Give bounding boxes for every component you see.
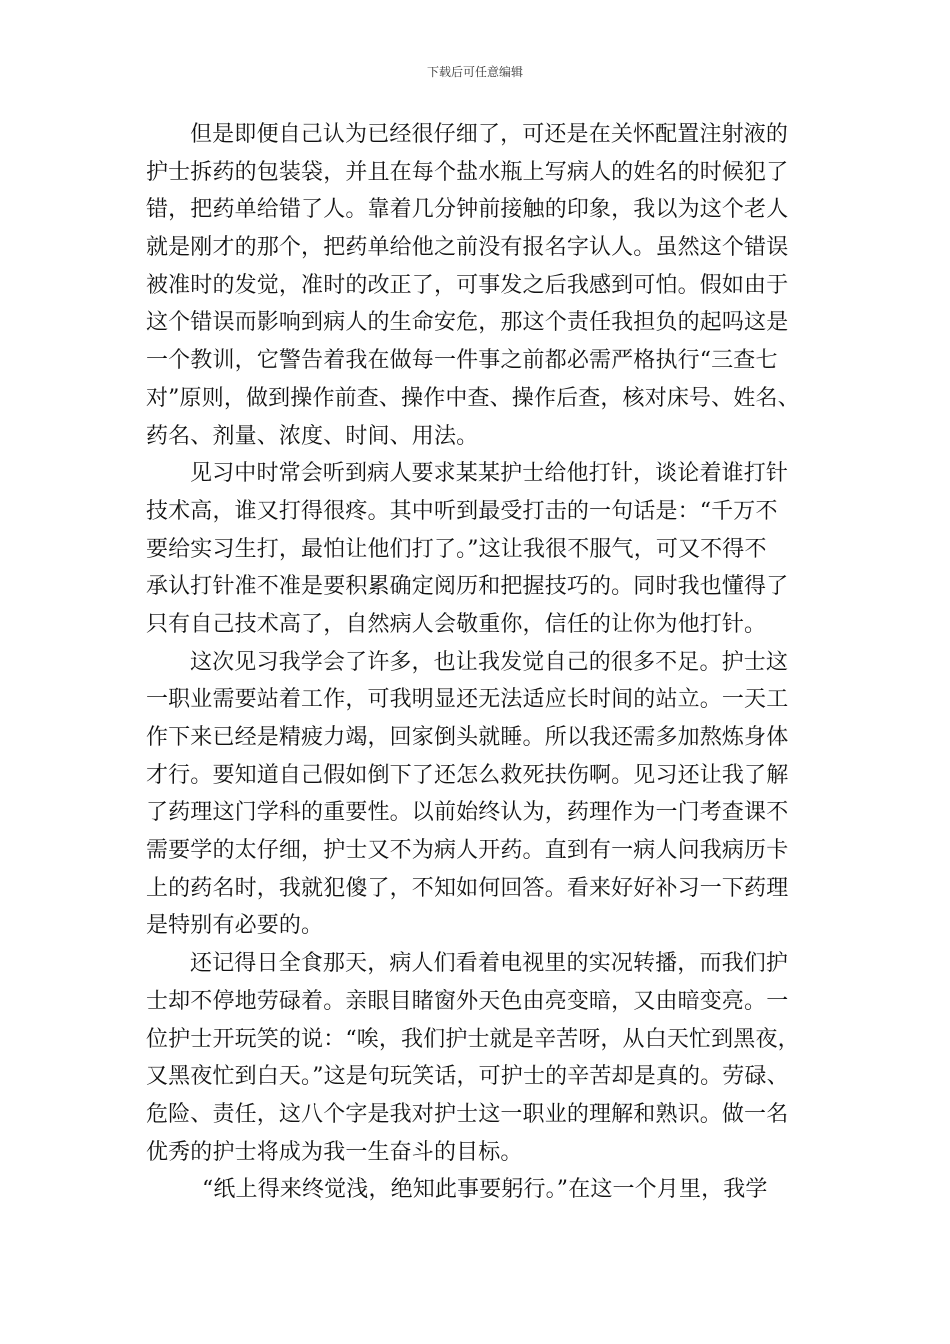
paragraph-2-line-2: 技术高，谁又打得很疼。其中听到最受打击的一句话是：“千万不 bbox=[146, 498, 778, 524]
paragraph-1-line-2: 护士拆药的包装袋，并且在每个盐水瓶上写病人的姓名的时候犯了 bbox=[146, 159, 789, 185]
paragraph-1-line-3: 错，把药单给错了人。靠着几分钟前接触的印象，我以为这个老人 bbox=[146, 197, 789, 223]
paragraph-4-line-5: 危险、责任，这八个字是我对护士这一职业的理解和熟识。做一名 bbox=[146, 1101, 789, 1127]
paragraph-2 bbox=[146, 455, 826, 643]
paragraph-3-line-8: 是特别有必要的。 bbox=[146, 913, 324, 939]
paragraph-3 bbox=[146, 644, 826, 946]
paragraph-1-line-9: 药名、剂量、浓度、时间、用法。 bbox=[146, 423, 479, 449]
paragraph-3-line-2: 一职业需要站着工作，可我明显还无法适应长时间的站立。一天工 bbox=[146, 687, 789, 713]
paragraph-1 bbox=[146, 116, 826, 455]
paragraph-3-line-7: 上的药名时，我就犯傻了，不知如何回答。看来好好补习一下药理 bbox=[146, 875, 789, 901]
paragraph-3-line-6: 需要学的太仔细，护士又不为病人开药。直到有一病人问我病历卡 bbox=[146, 838, 789, 864]
paragraph-2-line-1: 见习中时常会听到病人要求某某护士给他打针，谈论着谁打针 bbox=[190, 461, 789, 487]
paragraph-1-line-8: 对”原则，做到操作前查、操作中查、操作后查，核对床号、姓名、 bbox=[146, 385, 800, 411]
paragraph-2-line-4: 承认打针准不准是要积累确定阅历和把握技巧的。同时我也懂得了 bbox=[146, 574, 789, 600]
paragraph-1-line-4: 就是刚才的那个，把药单给他之前没有报名字认人。虽然这个错误 bbox=[146, 235, 789, 261]
paragraph-2-line-5: 只有自己技术高了，自然病人会敬重你，信任的让你为他打针。 bbox=[146, 611, 767, 637]
paragraph-4-line-3: 位护士开玩笑的说：“唉，我们护士就是辛苦呀，从白天忙到黑夜， bbox=[146, 1026, 800, 1052]
document-body bbox=[146, 116, 826, 1209]
paragraph-2-line-3: 要给实习生打，最怕让他们打了。”这让我很不服气，可又不得不 bbox=[146, 536, 767, 562]
paragraph-3-line-4: 才行。要知道自己假如倒下了还怎么救死扶伤啊。见习还让我了解 bbox=[146, 762, 789, 788]
paragraph-3-line-5: 了药理这门学科的重要性。以前始终认为，药理作为一门考查课不 bbox=[146, 800, 789, 826]
paragraph-5-line-1: “纸上得来终觉浅，绝知此事要躬行。”在这一个月里，我学 bbox=[202, 1177, 768, 1203]
paragraph-4-line-1: 还记得日全食那天，病人们看着电视里的实况转播，而我们护 bbox=[190, 951, 789, 977]
paragraph-1-line-7: 一个教训，它警告着我在做每一件事之前都必需严格执行“三查七 bbox=[146, 348, 778, 374]
paragraph-3-line-3: 作下来已经是精疲力竭，回家倒头就睡。所以我还需多加熬炼身体 bbox=[146, 725, 789, 750]
paragraph-4 bbox=[146, 945, 826, 1171]
paragraph-4-line-2: 士却不停地劳碌着。亲眼目睹窗外天色由亮变暗，又由暗变亮。一 bbox=[146, 988, 789, 1014]
paragraph-1-line-1: 但是即便自己认为已经很仔细了，可还是在关怀配置注射液的 bbox=[190, 122, 789, 147]
paragraph-5 bbox=[146, 1171, 826, 1209]
paragraph-4-line-4: 又黑夜忙到白天。”这是句玩笑话，可护士的辛苦却是真的。劳碌、 bbox=[146, 1064, 789, 1090]
paragraph-1-line-6: 这个错误而影响到病人的生命安危，那这个责任我担负的起吗这是 bbox=[146, 310, 789, 336]
paragraph-4-line-6: 优秀的护士将成为我一生奋斗的目标。 bbox=[146, 1139, 523, 1165]
page-header: 下载后可任意编辑 bbox=[426, 65, 523, 79]
paragraph-1-line-5: 被准时的发觉，准时的改正了，可事发之后我感到可怕。假如由于 bbox=[146, 272, 789, 298]
paragraph-3-line-1: 这次见习我学会了许多，也让我发觉自己的很多不足。护士这 bbox=[190, 649, 789, 675]
